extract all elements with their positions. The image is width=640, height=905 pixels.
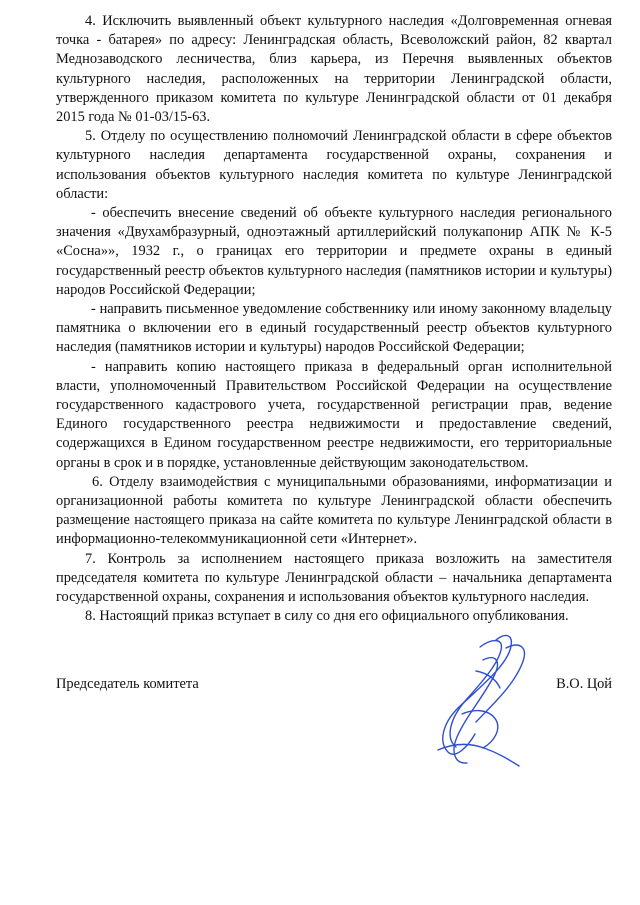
paragraph-item-5: 5. Отделу по осуществлению полномочий Ленинградской области в сфере объектов культурного наследия департамента государственной охраны, сохранения и использования объектов культурного наследия комитета по культуре Ленинградской области: xyxy=(56,128,612,202)
paragraph-subitem-owner-notice: - направить письменное уведомление собственнику или иному законному владельцу памятника о включении его в единый государственный реестр объектов культурного наследия (памятников истории и культуры) народов Российской Федерации; xyxy=(56,301,612,356)
paragraph-item-4: 4. Исключить выявленный объект культурного наследия «Долговременная огневая точка - батарея» по адресу: Ленинградская область, Всеволожский район, 82 квартал Меднозаводского лесничества, близ карьера, из Перечня выявленных объектов культурного наследия, расположенных на территории Ленинградской области, утвержденного приказом комитета по культуре Ленинградской области от 01 декабря 2015 года № 01-03/15-63. xyxy=(56,13,612,126)
paragraph-item-7: 7. Контроль за исполнением настоящего приказа возложить на заместителя председателя комитета по культуре Ленинградской области – начальника департамента государственной охраны, сохранения и использования объектов культурного наследия. xyxy=(56,550,612,606)
signatory-title: Председатель комитета xyxy=(56,676,199,692)
paragraph-subitem-register-entry: - обеспечить внесение сведений об объекте культурного наследия регионального значения «Двухамбразурный, одноэтажный артиллерийский полукапонир АПК № К-5 «Сосна»», 1932 г., о границах его территории и предмете охраны в единый государственный реестр объектов культурного наследия (памятников истории и культуры) народов Российской Федерации; xyxy=(56,205,612,298)
paragraph-subitem-federal-copy: - направить копию настоящего приказа в федеральный орган исполнительной власти, уполномоченный Правительством Российской Федерации на осуществление государственного кадастрового учета, государственной регистрации прав, ведение Единого государственного реестра недвижимости и предоставление сведений, содержащихся в Едином государственном реестре недвижимости, его территориальные органы в срок и в порядке, установленные действующим законодательством. xyxy=(56,358,612,471)
signatory-name: В.О. Цой xyxy=(556,676,612,692)
paragraph-item-8: 8. Настоящий приказ вступает в силу со дня его официального опубликования. xyxy=(85,608,569,625)
document-body xyxy=(56,12,612,627)
paragraph-item-6: 6. Отделу взаимодействия с муниципальными образованиями, информатизации и организационной работы комитета по культуре Ленинградской области обеспечить размещение настоящего приказа на сайте комитета по культуре Ленинградской области в информационно-телекоммуникационной сети «Интернет». xyxy=(56,473,612,548)
handwritten-signature xyxy=(418,630,538,775)
